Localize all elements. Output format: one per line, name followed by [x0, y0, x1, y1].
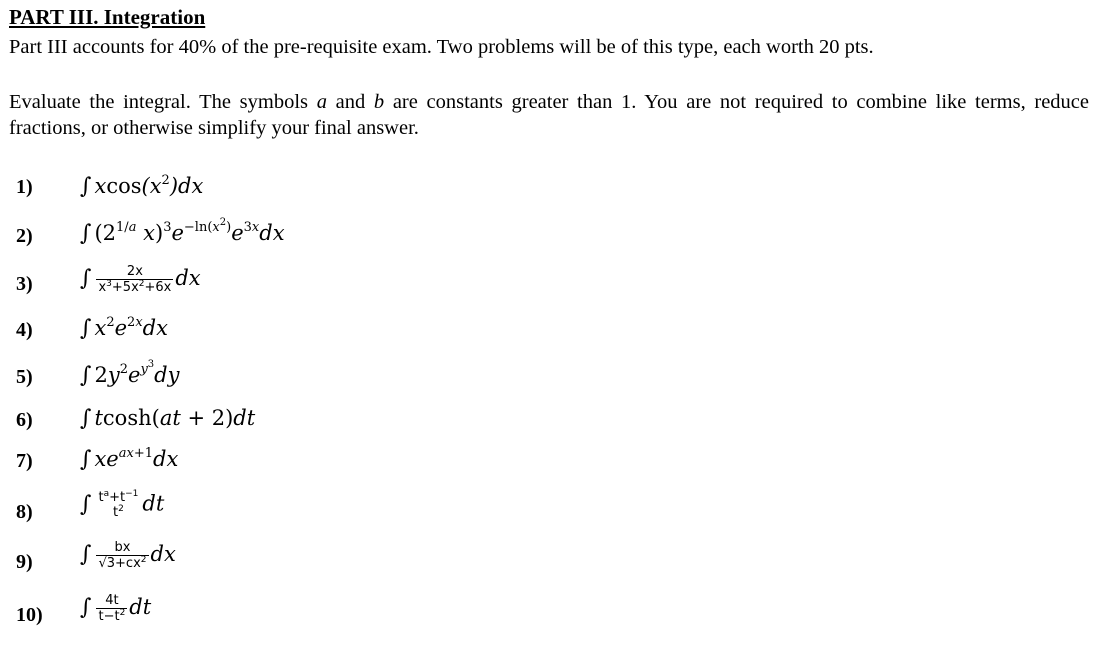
instructions-part3: are constants greater than 1. You are not required to combine like terms, reduce fractions, or otherwise simplify your final answer.: [9, 91, 1090, 139]
problem-expression-2: ∫ ($2^{1/a}$ $x)^3e^{-ln(x^2)}e^{3x}dx$: [80, 217, 285, 246]
problem-number-10: 10): [16, 604, 43, 626]
problem-number-9: 9): [16, 551, 33, 573]
problem-expression-4: ∫ $x^2e^{2x}dx$: [80, 315, 168, 341]
problem-expression-5: ∫ $2y^2e^{y^3}dy$: [80, 359, 180, 388]
problem-expression-7: ∫ $xe^{ax+1}dx$: [80, 446, 179, 472]
problem-number-4: 4): [16, 319, 33, 341]
problem-expression-1: ∫ $xcos(x^2)dx$: [80, 173, 204, 199]
problem-number-5: 5): [16, 366, 33, 388]
var-b: b: [373, 91, 385, 113]
instructions-part1: Evaluate the integral. The symbols: [9, 91, 317, 113]
var-a: a: [316, 91, 327, 113]
problem-number-8: 8): [16, 501, 33, 523]
problem-number-1: 1): [16, 176, 33, 198]
problem-number-3: 3): [16, 273, 33, 295]
part-title: PART III. Integration: [9, 5, 206, 29]
problem-expression-8: ∫ $t^a+t^{-1}$ $t^2$ dt: [80, 489, 165, 520]
problem-expression-10: ∫ $\frac{4t}{t-t^2}$ dt: [80, 593, 152, 624]
problem-expression-9: ∫ $\frac{bx}{√3+cx^2}$ dx: [80, 540, 176, 571]
instructions-text: [9, 89, 1089, 141]
problem-number-7: 7): [16, 450, 33, 472]
instructions-part2: and: [326, 91, 374, 113]
intro-text: Part III accounts for 40% of the pre-requisite exam. Two problems will be of this type, each worth 20 pts.: [9, 36, 874, 58]
problem-expression-3: ∫ $\frac{2x}{x^3+5x^2+6x}$ dx: [80, 264, 201, 295]
problem-expression-6: ∫ tcosh(at + 2)dt: [80, 406, 256, 431]
problem-number-6: 6): [16, 409, 33, 431]
problem-number-2: 2): [16, 225, 33, 247]
